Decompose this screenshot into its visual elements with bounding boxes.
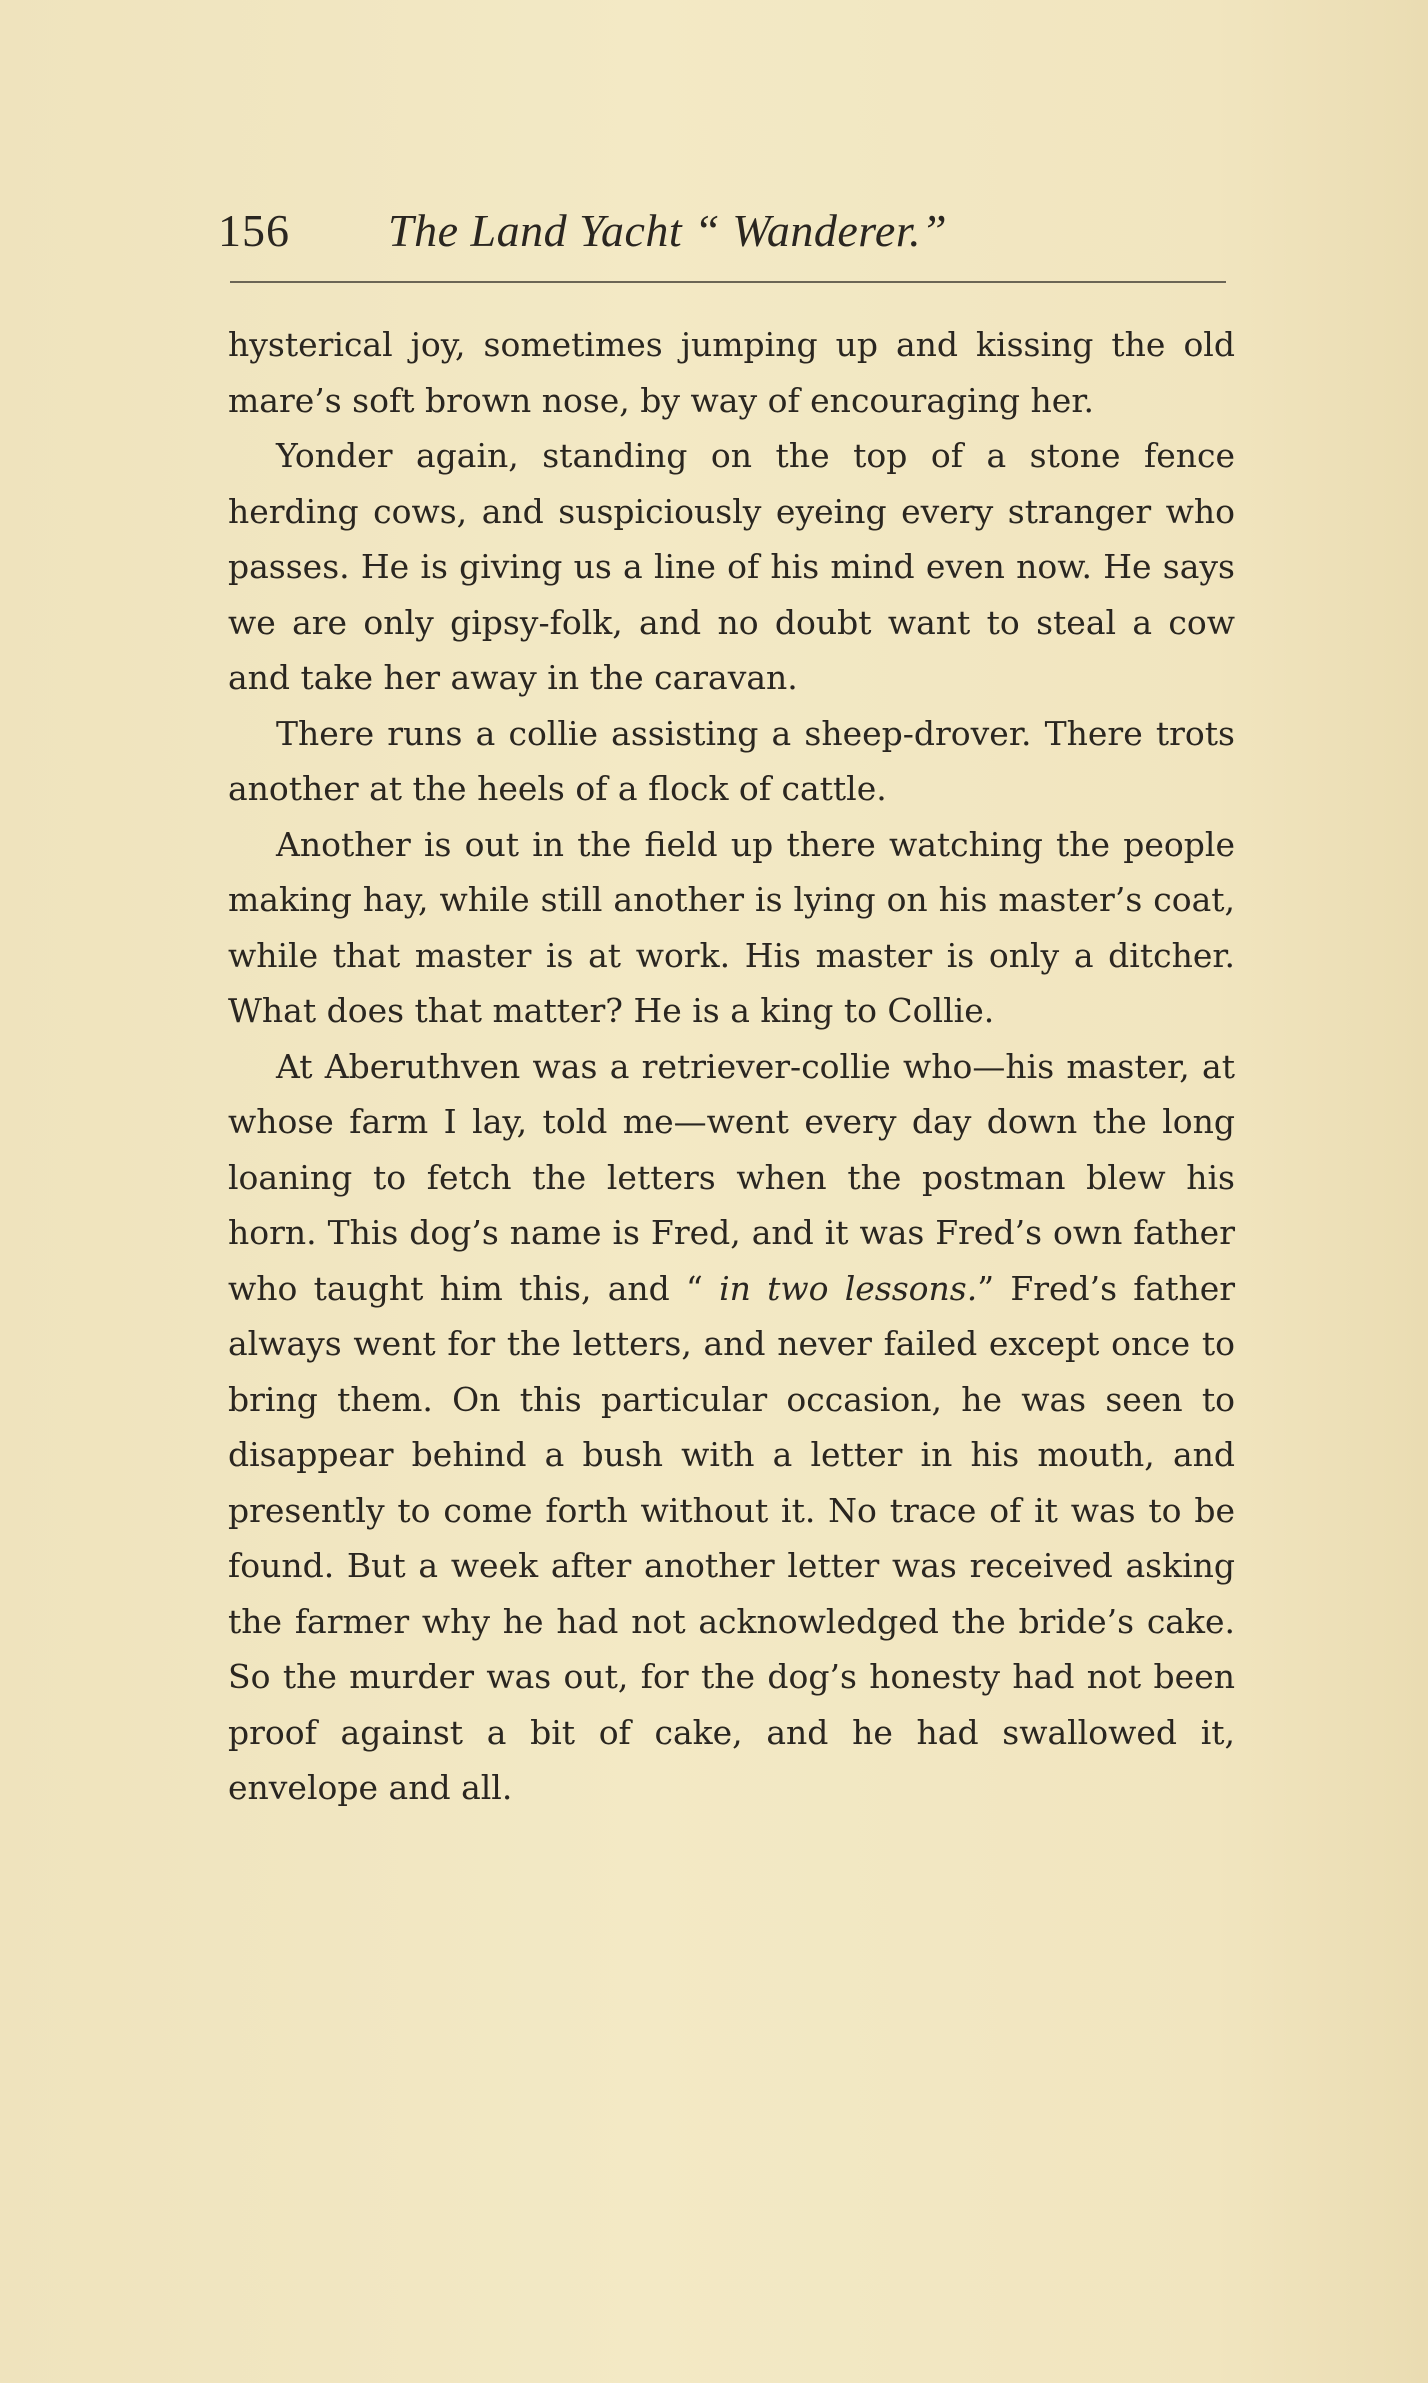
body-text (228, 317, 1235, 1816)
header-rule (230, 281, 1226, 283)
paragraph-stone-fence: Yonder again, standing on the top of a stone fence herding cows, and suspiciously eyeing every stranger who passes. He is giving us a line of his mind even now. He says we are only gipsy-folk, and no doubt want to steal a cow and take her away in the caravan. (228, 436, 1235, 697)
page-header (218, 196, 1228, 266)
paragraph-sheep-drover: There runs a collie assisting a sheep-drover. There trots another at the heels of a flock of cattle. (228, 713, 1235, 808)
emphasis-two-lessons: in two lessons. (719, 1268, 978, 1308)
page-number: 156 (218, 205, 290, 256)
paragraph-aberuthven-end: ” Fred’s father always went for the letters, and never failed except once to bring them. On this particular occasion, he was seen to disappear behind a bush with a letter in his mouth, and presently to come forth without it. No trace of it was to be found. But a week after another letter was received asking the farmer why he had not acknowledged the bride’s cake. So the murder was out, for the dog’s honesty had not been proof against a bit of cake, and he had swallowed it, envelope and all. (228, 1268, 1235, 1807)
paragraph-aberuthven (228, 1039, 1235, 1816)
running-title: The Land Yacht “ Wanderer.” (388, 205, 948, 256)
paragraph-continued: hysterical joy, sometimes jumping up and kissing the old mare’s soft brown nose, by way of encouraging her. (228, 325, 1235, 420)
paragraph-ditcher: Another is out in the field up there watching the people making hay, while still another is lying on his master’s coat, while that master is at work. His master is only a ditcher. What does that matter? He is a king to Collie. (228, 824, 1235, 1030)
paragraph-aberuthven-start: At Aberuthven was a retriever-collie who—his master, at whose farm I lay, told me—went every day down the long loaning to fetch the letters when the postman blew his horn. This dog’s name is Fred, and it was Fred’s own father who taught him this, and “ (228, 1046, 1235, 1308)
